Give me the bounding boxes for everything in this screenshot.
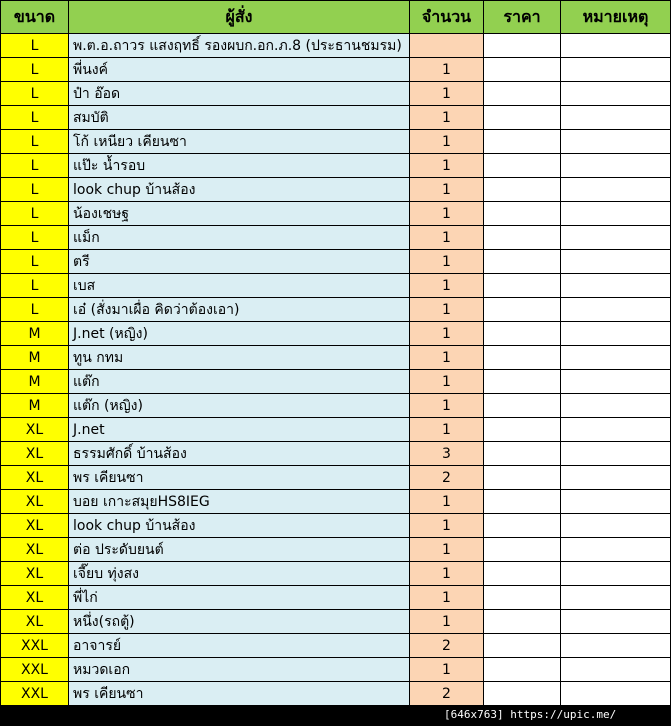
size-cell[interactable]: M xyxy=(1,370,69,394)
orderer-cell[interactable]: อาจารย์ xyxy=(69,634,410,658)
table-row xyxy=(1,514,671,538)
table-row xyxy=(1,634,671,658)
price-cell[interactable] xyxy=(484,226,561,250)
table-row xyxy=(1,658,671,682)
quantity-cell[interactable]: 1 xyxy=(410,562,484,586)
price-cell[interactable] xyxy=(484,322,561,346)
orderer-cell[interactable]: แต๊ก (หญิง) xyxy=(69,394,410,418)
size-cell[interactable]: L xyxy=(1,130,69,154)
price-cell[interactable] xyxy=(484,202,561,226)
size-cell[interactable]: M xyxy=(1,322,69,346)
price-cell[interactable] xyxy=(484,250,561,274)
orderer-cell[interactable]: เจี๊ยบ ทุ่งสง xyxy=(69,562,410,586)
size-cell[interactable]: L xyxy=(1,202,69,226)
orderer-cell[interactable]: ต่อ ประดับยนต์ xyxy=(69,538,410,562)
table-row xyxy=(1,178,671,202)
quantity-cell[interactable]: 1 xyxy=(410,226,484,250)
size-cell[interactable]: L xyxy=(1,178,69,202)
quantity-cell[interactable]: 1 xyxy=(410,322,484,346)
remark-cell[interactable] xyxy=(561,82,671,106)
price-cell[interactable] xyxy=(484,298,561,322)
price-cell[interactable] xyxy=(484,538,561,562)
remark-cell[interactable] xyxy=(561,298,671,322)
quantity-cell[interactable]: 1 xyxy=(410,202,484,226)
price-cell[interactable] xyxy=(484,394,561,418)
remark-cell[interactable] xyxy=(561,442,671,466)
size-cell[interactable]: L xyxy=(1,250,69,274)
remark-cell[interactable] xyxy=(561,226,671,250)
price-cell[interactable] xyxy=(484,442,561,466)
size-cell[interactable]: XL xyxy=(1,514,69,538)
quantity-cell[interactable]: 2 xyxy=(410,682,484,706)
price-cell[interactable] xyxy=(484,154,561,178)
orderer-cell[interactable]: J.net (หญิง) xyxy=(69,322,410,346)
remark-cell[interactable] xyxy=(561,250,671,274)
orderer-cell[interactable]: พ.ต.อ.ถาวร แสงฤทธิ์ รองผบก.อก.ภ.8 (ประธานชมรม) xyxy=(69,34,410,58)
price-cell[interactable] xyxy=(484,586,561,610)
quantity-cell[interactable]: 1 xyxy=(410,178,484,202)
size-cell[interactable]: XL xyxy=(1,610,69,634)
size-cell[interactable]: XXL xyxy=(1,682,69,706)
table-row xyxy=(1,250,671,274)
remark-cell[interactable] xyxy=(561,178,671,202)
size-cell[interactable]: L xyxy=(1,34,69,58)
quantity-cell[interactable]: 1 xyxy=(410,370,484,394)
price-cell[interactable] xyxy=(484,34,561,58)
orderer-cell[interactable]: สมบัติ xyxy=(69,106,410,130)
price-cell[interactable] xyxy=(484,130,561,154)
quantity-cell[interactable]: 1 xyxy=(410,298,484,322)
price-cell[interactable] xyxy=(484,82,561,106)
header-orderer[interactable]: ผู้สั่ง xyxy=(69,1,410,34)
quantity-cell[interactable]: 1 xyxy=(410,538,484,562)
size-cell[interactable]: XL xyxy=(1,538,69,562)
remark-cell[interactable] xyxy=(561,34,671,58)
orderer-cell[interactable]: ป๋า อ๊อด xyxy=(69,82,410,106)
remark-cell[interactable] xyxy=(561,538,671,562)
remark-cell[interactable] xyxy=(561,490,671,514)
remark-cell[interactable] xyxy=(561,202,671,226)
table-row xyxy=(1,538,671,562)
remark-cell[interactable] xyxy=(561,682,671,706)
size-cell[interactable]: XL xyxy=(1,586,69,610)
orderer-cell[interactable]: พร เคียนซา xyxy=(69,466,410,490)
price-cell[interactable] xyxy=(484,370,561,394)
header-price[interactable]: ราคา xyxy=(484,1,561,34)
size-cell[interactable]: L xyxy=(1,154,69,178)
remark-cell[interactable] xyxy=(561,562,671,586)
remark-cell[interactable] xyxy=(561,106,671,130)
quantity-cell[interactable]: 1 xyxy=(410,610,484,634)
quantity-cell[interactable]: 3 xyxy=(410,442,484,466)
size-cell[interactable]: XXL xyxy=(1,634,69,658)
remark-cell[interactable] xyxy=(561,658,671,682)
orderer-cell[interactable]: แม็ก xyxy=(69,226,410,250)
orderer-cell[interactable]: พี่ไก่ xyxy=(69,586,410,610)
remark-cell[interactable] xyxy=(561,370,671,394)
quantity-cell[interactable]: 1 xyxy=(410,346,484,370)
header-size[interactable]: ขนาด xyxy=(1,1,69,34)
remark-cell[interactable] xyxy=(561,418,671,442)
table-row xyxy=(1,610,671,634)
quantity-cell[interactable]: 1 xyxy=(410,418,484,442)
orderer-cell[interactable]: หมวดเอก xyxy=(69,658,410,682)
remark-cell[interactable] xyxy=(561,514,671,538)
table-row xyxy=(1,466,671,490)
remark-cell[interactable] xyxy=(561,58,671,82)
remark-cell[interactable] xyxy=(561,466,671,490)
price-cell[interactable] xyxy=(484,658,561,682)
header-quantity[interactable]: จำนวน xyxy=(410,1,484,34)
table-row xyxy=(1,418,671,442)
watermark: [646x763] https://upic.me/ xyxy=(440,706,620,724)
table-row xyxy=(1,442,671,466)
price-cell[interactable] xyxy=(484,562,561,586)
size-cell[interactable]: L xyxy=(1,298,69,322)
quantity-cell[interactable]: 1 xyxy=(410,130,484,154)
quantity-cell[interactable]: 1 xyxy=(410,274,484,298)
table-row xyxy=(1,562,671,586)
table-row xyxy=(1,274,671,298)
orderer-cell[interactable]: หนึ่ง(รถตู้) xyxy=(69,610,410,634)
orderer-cell[interactable]: look chup บ้านส้อง xyxy=(69,514,410,538)
price-cell[interactable] xyxy=(484,106,561,130)
price-cell[interactable] xyxy=(484,418,561,442)
size-cell[interactable]: XL xyxy=(1,562,69,586)
quantity-cell[interactable]: 1 xyxy=(410,250,484,274)
table-body xyxy=(1,34,671,706)
table-row xyxy=(1,82,671,106)
remark-cell[interactable] xyxy=(561,154,671,178)
remark-cell[interactable] xyxy=(561,610,671,634)
size-cell[interactable]: M xyxy=(1,346,69,370)
size-cell[interactable]: L xyxy=(1,274,69,298)
size-cell[interactable]: XL xyxy=(1,466,69,490)
price-cell[interactable] xyxy=(484,274,561,298)
orderer-cell[interactable]: เบส xyxy=(69,274,410,298)
price-cell[interactable] xyxy=(484,490,561,514)
orderer-cell[interactable]: J.net xyxy=(69,418,410,442)
orderer-cell[interactable]: พร เคียนซา xyxy=(69,682,410,706)
table-row xyxy=(1,130,671,154)
remark-cell[interactable] xyxy=(561,346,671,370)
table-row xyxy=(1,226,671,250)
quantity-cell[interactable]: 1 xyxy=(410,154,484,178)
size-cell[interactable]: XXL xyxy=(1,658,69,682)
orderer-cell[interactable]: โก้ เหนียว เคียนซา xyxy=(69,130,410,154)
price-cell[interactable] xyxy=(484,346,561,370)
orderer-cell[interactable]: พี่นงค์ xyxy=(69,58,410,82)
size-cell[interactable]: L xyxy=(1,106,69,130)
header-row xyxy=(1,1,671,34)
table-row xyxy=(1,58,671,82)
quantity-cell[interactable]: 2 xyxy=(410,634,484,658)
table-row xyxy=(1,154,671,178)
orderer-cell[interactable]: แป๊ะ น้ำรอบ xyxy=(69,154,410,178)
orderer-cell[interactable]: เอ๋ (สั่งมาเผื่อ คิดว่าต้องเอา) xyxy=(69,298,410,322)
table-row xyxy=(1,322,671,346)
remark-cell[interactable] xyxy=(561,274,671,298)
quantity-cell[interactable]: 1 xyxy=(410,58,484,82)
table-row xyxy=(1,106,671,130)
table-row xyxy=(1,202,671,226)
remark-cell[interactable] xyxy=(561,130,671,154)
price-cell[interactable] xyxy=(484,634,561,658)
table-row xyxy=(1,682,671,706)
quantity-cell[interactable]: 1 xyxy=(410,658,484,682)
size-cell[interactable]: XL xyxy=(1,490,69,514)
size-cell[interactable]: XL xyxy=(1,442,69,466)
quantity-cell[interactable]: 1 xyxy=(410,394,484,418)
price-cell[interactable] xyxy=(484,466,561,490)
quantity-cell[interactable]: 1 xyxy=(410,106,484,130)
size-cell[interactable]: L xyxy=(1,82,69,106)
table-row xyxy=(1,394,671,418)
orderer-cell[interactable]: ธรรมศักดิ์ บ้านส้อง xyxy=(69,442,410,466)
orderer-cell[interactable]: บอย เกาะสมุยHS8IEG xyxy=(69,490,410,514)
remark-cell[interactable] xyxy=(561,586,671,610)
quantity-cell[interactable] xyxy=(410,34,484,58)
size-cell[interactable]: XL xyxy=(1,418,69,442)
quantity-cell[interactable]: 1 xyxy=(410,586,484,610)
remark-cell[interactable] xyxy=(561,322,671,346)
table-row xyxy=(1,346,671,370)
price-cell[interactable] xyxy=(484,178,561,202)
size-cell[interactable]: L xyxy=(1,226,69,250)
header-remark[interactable]: หมายเหตุ xyxy=(561,1,671,34)
quantity-cell[interactable]: 2 xyxy=(410,466,484,490)
orderer-cell[interactable]: look chup บ้านส้อง xyxy=(69,178,410,202)
price-cell[interactable] xyxy=(484,58,561,82)
table-row xyxy=(1,34,671,58)
quantity-cell[interactable]: 1 xyxy=(410,490,484,514)
price-cell[interactable] xyxy=(484,682,561,706)
remark-cell[interactable] xyxy=(561,394,671,418)
table-row xyxy=(1,298,671,322)
table-row xyxy=(1,490,671,514)
orderer-cell[interactable]: ทูน กทม xyxy=(69,346,410,370)
quantity-cell[interactable]: 1 xyxy=(410,82,484,106)
orderer-cell[interactable]: แต๊ก xyxy=(69,370,410,394)
orderer-cell[interactable]: ตรี xyxy=(69,250,410,274)
price-cell[interactable] xyxy=(484,610,561,634)
size-cell[interactable]: L xyxy=(1,58,69,82)
quantity-cell[interactable]: 1 xyxy=(410,514,484,538)
price-cell[interactable] xyxy=(484,514,561,538)
table-row xyxy=(1,586,671,610)
remark-cell[interactable] xyxy=(561,634,671,658)
size-cell[interactable]: M xyxy=(1,394,69,418)
table-row xyxy=(1,370,671,394)
orderer-cell[interactable]: น้องเชษฐ xyxy=(69,202,410,226)
